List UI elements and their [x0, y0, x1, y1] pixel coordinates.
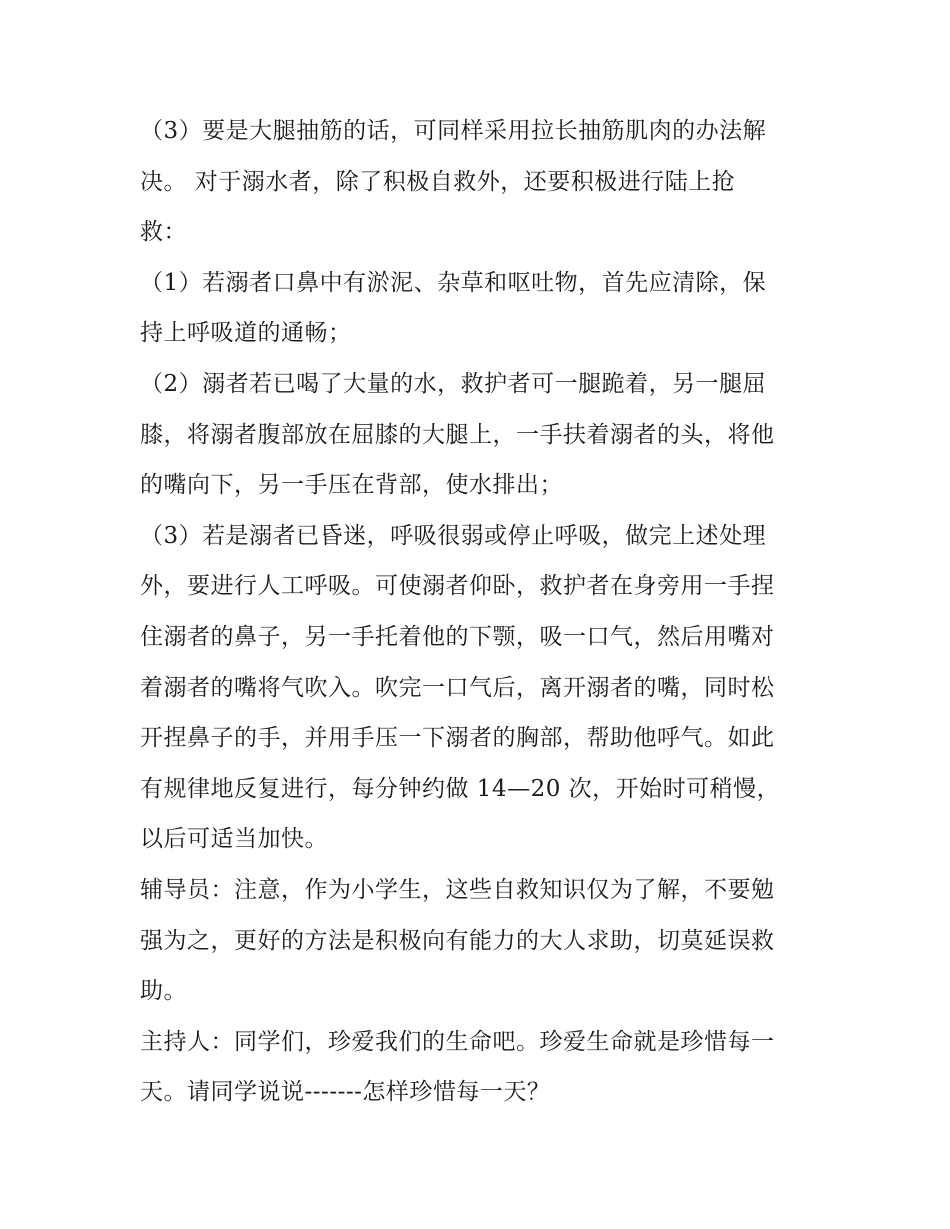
text-line-15: 以后可适当加快。 — [140, 826, 328, 853]
text-line-4: （1）若溺者口鼻中有淤泥、杂草和呕吐物，首先应清除，保 — [140, 269, 767, 296]
text-line-6: （2）溺者若已喝了大量的水，救护者可一腿跪着，另一腿屈 — [140, 370, 767, 397]
text-line-18: 助。 — [140, 978, 187, 1005]
text-line-12: 着溺者的嘴将气吹入。吹完一口气后，离开溺者的嘴，同时松 — [140, 674, 775, 701]
text-line-19: 主持人：同学们，珍爱我们的生命吧。珍爱生命就是珍惜每一 — [140, 1028, 775, 1055]
text-line-1: （3）要是大腿抽筋的话，可同样采用拉长抽筋肌肉的办法解 — [140, 118, 767, 144]
text-line-10: 外，要进行人工呼吸。可使溺者仰卧，救护者在身旁用一手捏 — [140, 573, 775, 600]
text-line-11: 住溺者的鼻子，另一手托着他的下颚，吸一口气，然后用嘴对 — [140, 623, 775, 650]
text-line-9: （3）若是溺者已昏迷，呼吸很弱或停止呼吸，做完上述处理 — [140, 522, 767, 549]
text-line-8: 的嘴向下，另一手压在背部，使水排出； — [140, 472, 563, 499]
text-line-3: 救： — [140, 219, 187, 246]
text-line-2: 决。 对于溺水者，除了积极自救外，还要积极进行陆上抢 — [140, 168, 736, 195]
text-line-17: 强为之，更好的方法是积极向有能力的大人求助，切莫延误救 — [140, 927, 775, 954]
text-line-13: 开捏鼻子的手，并用手压一下溺者的胸部，帮助他呼气。如此 — [140, 725, 775, 752]
text-line-14: 有规律地反复进行，每分钟约做 14—20 次，开始时可稍慢， — [140, 775, 781, 802]
text-line-16: 辅导员：注意，作为小学生，这些自救知识仅为了解，不要勉 — [140, 876, 775, 903]
text-line-7: 膝，将溺者腹部放在屈膝的大腿上，一手扶着溺者的头，将他 — [140, 421, 775, 448]
text-line-5: 持上呼吸道的通畅； — [140, 320, 352, 347]
text-line-20: 天。请同学说说-------怎样珍惜每一天？ — [140, 1079, 551, 1106]
document-body — [140, 106, 820, 1118]
